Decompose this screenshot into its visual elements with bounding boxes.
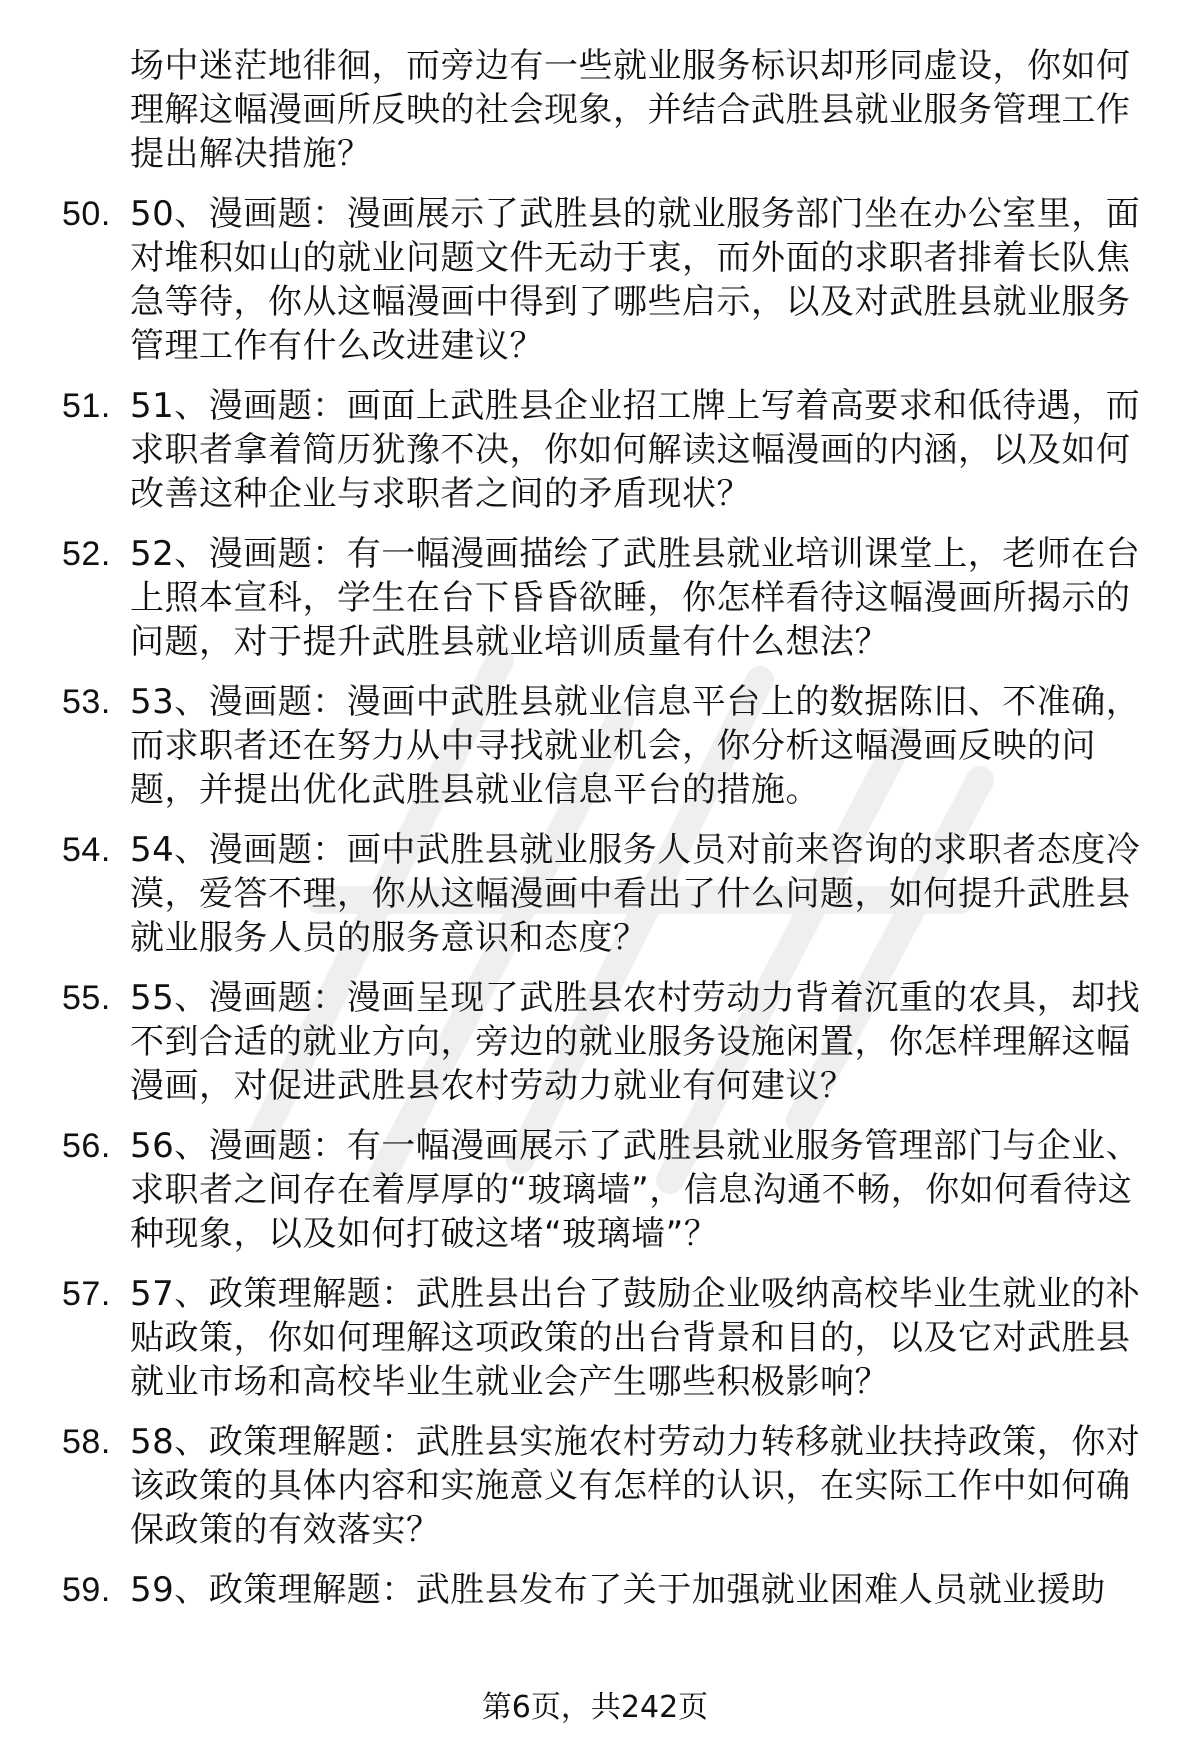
question-number: 59. — [62, 1571, 111, 1609]
question-text: 59、政策理解题：武胜县发布了关于加强就业困难人员就业援助 — [130, 1570, 1106, 1610]
question-number: 53. — [62, 683, 111, 721]
question-text: 51、漫画题：画面上武胜县企业招工牌上写着高要求和低待遇，而求职者拿着简历犹豫不决，你如何解读这幅漫画的内涵，以及如何改善这种企业与求职者之间的矛盾现状？ — [130, 386, 1141, 514]
continued-question-text: 场中迷茫地徘徊，而旁边有一些就业服务标识却形同虚设，你如何理解这幅漫画所反映的社会现象，并结合武胜县就业服务管理工作提出解决措施？ — [130, 46, 1131, 174]
question-text: 58、政策理解题：武胜县实施农村劳动力转移就业扶持政策，你对该政策的具体内容和实施意义有怎样的认识，在实际工作中如何确保政策的有效落实？ — [130, 1422, 1141, 1550]
question-text: 56、漫画题：有一幅漫画展示了武胜县就业服务管理部门与企业、求职者之间存在着厚厚的“玻璃墙”，信息沟通不畅，你如何看待这种现象，以及如何打破这堵“玻璃墙”？ — [130, 1126, 1141, 1254]
page-number: 第6页，共242页 — [481, 1690, 709, 1725]
list-item — [62, 192, 1152, 368]
list-item — [62, 1272, 1152, 1404]
question-number: 55. — [62, 979, 111, 1017]
list-item — [62, 1420, 1152, 1552]
question-text: 54、漫画题：画中武胜县就业服务人员对前来咨询的求职者态度冷漠，爱答不理，你从这幅漫画中看出了什么问题，如何提升武胜县就业服务人员的服务意识和态度？ — [130, 830, 1141, 958]
question-list — [62, 192, 1152, 1612]
question-number: 54. — [62, 831, 111, 869]
question-number: 57. — [62, 1275, 111, 1313]
list-item — [62, 532, 1152, 664]
page-content — [62, 44, 1152, 1612]
question-number: 51. — [62, 387, 111, 425]
list-item — [62, 828, 1152, 960]
list-item — [62, 1568, 1152, 1612]
question-text: 57、政策理解题：武胜县出台了鼓励企业吸纳高校毕业生就业的补贴政策，你如何理解这项政策的出台背景和目的，以及它对武胜县就业市场和高校毕业生就业会产生哪些积极影响？ — [130, 1274, 1141, 1402]
list-item — [62, 976, 1152, 1108]
list-item — [62, 384, 1152, 516]
question-number: 52. — [62, 535, 111, 573]
question-text: 50、漫画题：漫画展示了武胜县的就业服务部门坐在办公室里，面对堆积如山的就业问题文件无动于衷，而外面的求职者排着长队焦急等待，你从这幅漫画中得到了哪些启示，以及对武胜县就业服务管理工作有什么改进建议？ — [130, 194, 1141, 366]
question-number: 50. — [62, 195, 111, 233]
question-text: 55、漫画题：漫画呈现了武胜县农村劳动力背着沉重的农具，却找不到合适的就业方向，旁边的就业服务设施闲置，你怎样理解这幅漫画，对促进武胜县农村劳动力就业有何建议？ — [130, 978, 1141, 1106]
page-footer — [0, 1688, 1190, 1728]
question-text: 52、漫画题：有一幅漫画描绘了武胜县就业培训课堂上，老师在台上照本宣科，学生在台下昏昏欲睡，你怎样看待这幅漫画所揭示的问题，对于提升武胜县就业培训质量有什么想法？ — [130, 534, 1141, 662]
question-number: 56. — [62, 1127, 111, 1165]
question-text: 53、漫画题：漫画中武胜县就业信息平台上的数据陈旧、不准确，而求职者还在努力从中寻找就业机会，你分析这幅漫画反映的问题，并提出优化武胜县就业信息平台的措施。 — [130, 682, 1141, 810]
list-item — [62, 1124, 1152, 1256]
question-number: 58. — [62, 1423, 111, 1461]
list-item — [62, 680, 1152, 812]
